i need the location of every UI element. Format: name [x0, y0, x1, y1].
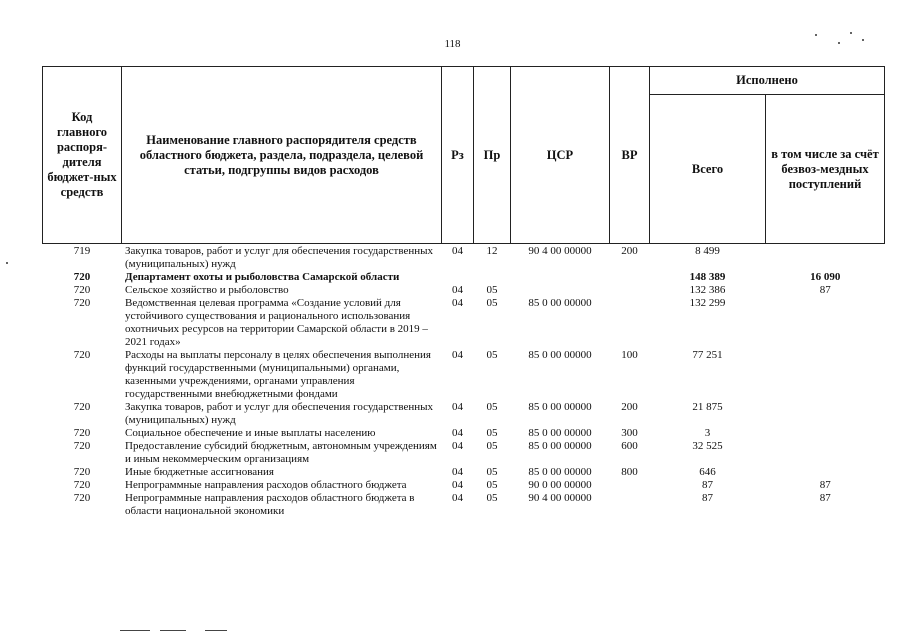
- cell-rz: 04: [452, 297, 463, 309]
- cell-free: [766, 349, 885, 401]
- cell-csr: [511, 284, 610, 297]
- cell-code: 720: [73, 492, 91, 504]
- cell-pr: 05: [486, 492, 498, 504]
- cell-code: 720: [73, 427, 91, 439]
- header-total: Всего: [650, 95, 766, 244]
- header-free: в том числе за счёт безвоз-мездных поступлений: [766, 95, 885, 244]
- cell-pr: 05: [486, 479, 498, 491]
- cell-code: 720: [73, 349, 91, 361]
- cell-name: Социальное обеспечение и иные выплаты населению: [125, 427, 376, 439]
- table-header: [43, 67, 885, 244]
- table-row: [43, 349, 885, 401]
- scan-speck: [6, 262, 8, 264]
- scan-mark: [160, 630, 186, 631]
- cell-total: 21 875: [692, 401, 723, 413]
- table-row: [43, 440, 885, 466]
- table-row: [43, 401, 885, 427]
- scan-mark: [120, 630, 150, 631]
- cell-vr: [610, 492, 650, 518]
- cell-total: 3: [704, 427, 711, 439]
- cell-name: Закупка товаров, работ и услуг для обеспечения государственных (муниципальных) нужд: [125, 245, 434, 270]
- cell-code: 719: [73, 245, 91, 257]
- cell-name: Непрограммные направления расходов областного бюджета: [125, 479, 407, 491]
- cell-csr: 85 0 00 00000: [528, 401, 592, 413]
- cell-pr: 05: [486, 401, 498, 413]
- cell-vr: 100: [621, 349, 638, 361]
- cell-csr: 90 4 00 00000: [528, 245, 592, 257]
- scan-speck: [815, 34, 817, 36]
- cell-code: 720: [73, 271, 91, 283]
- header-executed: Исполнено: [650, 67, 885, 95]
- table-row: [43, 297, 885, 349]
- cell-name: Сельское хозяйство и рыболовство: [125, 284, 289, 296]
- cell-total: 132 386: [689, 284, 726, 296]
- cell-csr: 85 0 00 00000: [528, 427, 592, 439]
- cell-name: Непрограммные направления расходов областного бюджета в области национальной экономики: [125, 492, 415, 517]
- cell-rz: 04: [452, 440, 463, 452]
- cell-vr: 600: [621, 440, 638, 452]
- cell-total: 132 299: [689, 297, 726, 309]
- scan-speck: [838, 42, 840, 44]
- cell-csr: 90 4 00 00000: [528, 492, 592, 504]
- cell-total: 8 499: [695, 245, 720, 257]
- table-row: [43, 284, 885, 297]
- header-vr: ВР: [610, 67, 650, 244]
- cell-free: 87: [819, 479, 831, 491]
- cell-pr: 05: [486, 284, 498, 296]
- cell-csr: 85 0 00 00000: [528, 349, 592, 361]
- table-row: [43, 466, 885, 479]
- cell-vr: [610, 284, 650, 297]
- cell-rz: 04: [452, 492, 463, 504]
- cell-csr: [511, 271, 610, 284]
- cell-free: [766, 427, 885, 440]
- cell-pr: 05: [486, 427, 498, 439]
- cell-pr: 05: [486, 440, 498, 452]
- header-rz: Рз: [442, 67, 474, 244]
- cell-vr: 300: [621, 427, 638, 439]
- scan-speck: [850, 32, 852, 34]
- cell-free: [766, 297, 885, 349]
- cell-pr: 12: [486, 245, 498, 257]
- table-body: [43, 244, 885, 519]
- header-code: Код главного распоря-дителя бюджет-ных средств: [43, 67, 122, 244]
- cell-total: 87: [702, 479, 713, 491]
- cell-total: 77 251: [692, 349, 723, 361]
- cell-name: Предоставление субсидий бюджетным, автономным учреждениям и иным некоммерческим организациям: [125, 440, 437, 465]
- cell-name: Департамент охоты и рыболовства Самарской области: [125, 271, 400, 283]
- header-name: Наименование главного распорядителя средств областного бюджета, раздела, подраздела, целевой статьи, подгруппы видов расходов: [122, 67, 442, 244]
- cell-code: 720: [73, 479, 91, 491]
- cell-total: 32 525: [692, 440, 723, 452]
- cell-csr: 90 0 00 00000: [528, 479, 592, 491]
- cell-rz: [442, 271, 474, 284]
- scan-mark: [205, 630, 227, 631]
- table-row: [43, 271, 885, 284]
- cell-code: 720: [73, 284, 91, 296]
- cell-total: 87: [702, 492, 713, 504]
- cell-code: 720: [73, 440, 91, 452]
- cell-free: [766, 440, 885, 466]
- cell-rz: 04: [452, 284, 463, 296]
- table-row: [43, 479, 885, 492]
- cell-pr: 05: [486, 349, 498, 361]
- cell-pr: 05: [486, 466, 498, 478]
- cell-rz: 04: [452, 245, 463, 257]
- cell-rz: 04: [452, 427, 463, 439]
- cell-vr: [610, 271, 650, 284]
- cell-pr: [474, 271, 511, 284]
- cell-free: 16 090: [810, 271, 841, 283]
- cell-name: Ведомственная целевая программа «Создание условий для устойчивого существования и рационального использования охотничьих ресурсов на территории Самарской области в 2019 – 2021 годах»: [125, 297, 428, 348]
- cell-total: 646: [699, 466, 716, 478]
- cell-pr: 05: [486, 297, 498, 309]
- cell-free: [766, 401, 885, 427]
- cell-code: 720: [73, 466, 91, 478]
- cell-code: 720: [73, 297, 91, 309]
- cell-rz: 04: [452, 479, 463, 491]
- header-csr: ЦСР: [511, 67, 610, 244]
- page-number: 118: [444, 38, 461, 50]
- table-row: [43, 427, 885, 440]
- cell-vr: 200: [621, 401, 638, 413]
- budget-table: [42, 66, 885, 518]
- cell-free: 87: [819, 284, 831, 296]
- cell-vr: 200: [621, 245, 638, 257]
- cell-code: 720: [73, 401, 91, 413]
- cell-csr: 85 0 00 00000: [528, 440, 592, 452]
- cell-rz: 04: [452, 401, 463, 413]
- table-row: [43, 244, 885, 272]
- cell-rz: 04: [452, 466, 463, 478]
- cell-total: 148 389: [689, 271, 726, 283]
- cell-free: 87: [819, 492, 831, 504]
- cell-csr: 85 0 00 00000: [528, 466, 592, 478]
- cell-name: Закупка товаров, работ и услуг для обеспечения государственных (муниципальных) нужд: [125, 401, 434, 426]
- cell-vr: [610, 479, 650, 492]
- cell-free: [766, 244, 885, 272]
- cell-name: Расходы на выплаты персоналу в целях обеспечения выполнения функций государственными (муниципальными) органами, казенными учреждениями, органами управления государственными внебюджетными фондами: [125, 349, 431, 400]
- cell-free: [766, 466, 885, 479]
- cell-rz: 04: [452, 349, 463, 361]
- cell-vr: [610, 297, 650, 349]
- header-pr: Пр: [474, 67, 511, 244]
- scan-speck: [862, 39, 864, 41]
- cell-name: Иные бюджетные ассигнования: [125, 466, 274, 478]
- cell-vr: 800: [621, 466, 638, 478]
- cell-csr: 85 0 00 00000: [528, 297, 592, 309]
- table-row: [43, 492, 885, 518]
